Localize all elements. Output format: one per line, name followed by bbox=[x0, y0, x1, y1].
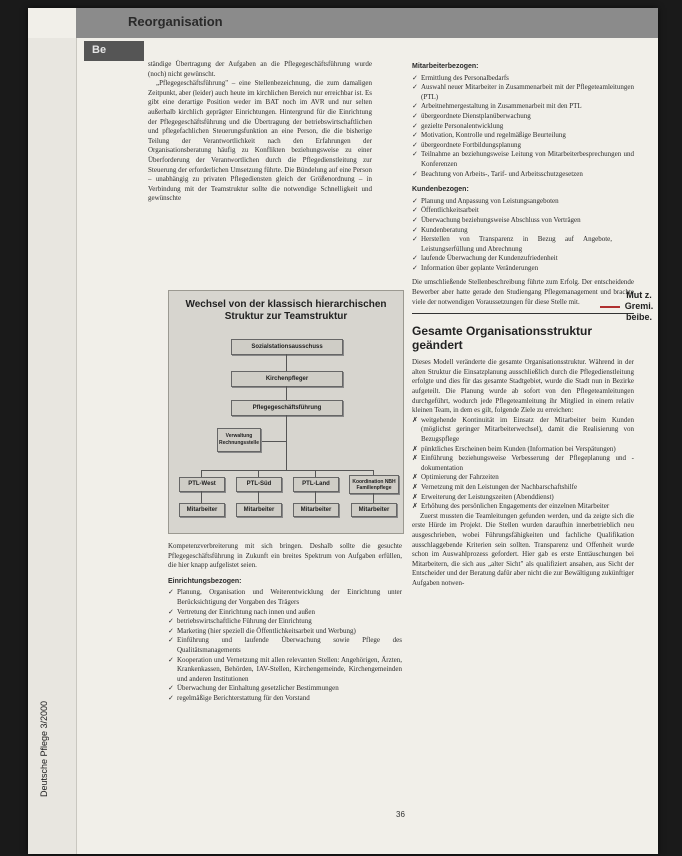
list-item: ✓ Ermittlung des Personalbedarfs bbox=[412, 74, 634, 84]
connector bbox=[286, 415, 287, 470]
text-column-right bbox=[412, 62, 634, 589]
list-item: ✓ Öffentlichkeitsarbeit bbox=[412, 206, 612, 216]
list-item: ✓ Motivation, Kontrolle und regelmäßige Beurteilung bbox=[412, 131, 634, 141]
list-item: ✓ Arbeitnehmergestaltung in Zusammenarbeit mit den PTL bbox=[412, 102, 634, 112]
connector bbox=[201, 470, 202, 477]
list-item: ✗ Erweiterung der Leistungszeiten (Abenddienst) bbox=[412, 493, 634, 503]
section-tab-label: Be bbox=[92, 44, 107, 56]
subheading: Einrichtungsbezogen: bbox=[168, 577, 242, 585]
list-item: ✓ übergeordnete Dienstplanüberwachung bbox=[412, 112, 634, 122]
subheading: Mitarbeiterbezogen: bbox=[412, 63, 479, 70]
list-item: ✓ Überwachung der Einhaltung gesetzlicher Bestimmungen bbox=[168, 684, 402, 694]
paragraph: Kompetenzverbreiterung mit sich bringen. Deshalb sollte die gesuchte Pflegegeschäftsführung in Zukunft ein breites Spektrum von Aufgaben erfüllen, die hier knapp aufgelistet seien. bbox=[168, 542, 402, 570]
paragraph: Dieses Modell veränderte die gesamte Organisationsstruktur. Während in der alten Struktur die Einsatzplanung ausschließlich durch die Pflegedienstleitung erfolgte und dies für das gesamte Stadtgebiet, wurde die Stadt nun in Bezirke aufgeteilt. Die Planung wurde ab sofort von den Pflegeteamleitungen durchgeführt, wodurch jede Pflegeteamleitung ihr Mitglied in einem relativ kleinen Team, in dem es gilt, folgende Ziele zu erreichen: bbox=[412, 358, 634, 415]
org-box-top: Sozialstationsausschuss bbox=[231, 339, 343, 355]
connector bbox=[373, 493, 374, 503]
list-item: ✓ Kooperation und Vernetzung mit allen relevanten Stellen: Angehörigen, Ärzten, Krankenkassen, Behörden, IAV-Stellen, Kirchengemeinde, Kirchengemeinden und anderen Institutionen bbox=[168, 656, 402, 685]
list-item: ✓ Planung, Organisation und Weiterentwicklung der Einrichtung unter Berücksichtigung der Vorgaben des Trägers bbox=[168, 588, 402, 607]
org-box-level2: Kirchenpfleger bbox=[231, 371, 343, 387]
list-item: ✓ Vertretung der Einrichtung nach innen und außen bbox=[168, 608, 402, 618]
connector bbox=[286, 386, 287, 400]
page-number: 36 bbox=[396, 810, 405, 819]
org-box-staff: Mitarbeiter bbox=[179, 503, 225, 517]
list-item: ✓ Marketing (hier speziell die Öffentlichkeitsarbeit und Werbung) bbox=[168, 627, 402, 637]
org-box-team: PTL-West bbox=[179, 477, 225, 492]
document-page bbox=[28, 8, 658, 854]
list-item: ✗ Einführung beziehungsweise Verbesserung der Pflegeplanung und -dokumentation bbox=[412, 454, 634, 473]
connector bbox=[258, 491, 259, 503]
list-item: ✓ gezielte Personalentwicklung bbox=[412, 122, 634, 132]
list-item: ✓ Auswahl neuer Mitarbeiter in Zusammenarbeit mit der Pflegeteamleitungen (PTL) bbox=[412, 83, 634, 102]
connector bbox=[201, 470, 373, 471]
list-item: ✓ Information über geplante Veränderungen bbox=[412, 264, 612, 274]
section-tab bbox=[84, 41, 144, 61]
connector bbox=[286, 354, 287, 371]
list-item: ✗ pünktliches Erscheinen beim Kunden (Information bei Verspätungen) bbox=[412, 445, 634, 455]
list-item: ✓ Überwachung beziehungsweise Abschluss von Verträgen bbox=[412, 216, 612, 226]
list-item: ✗ Optimierung der Fahrzeiten bbox=[412, 473, 634, 483]
list-item: ✓ Planung und Anpassung von Leistungsangeboten bbox=[412, 197, 612, 207]
list-item: ✓ betriebswirtschaftliche Führung der Einrichtung bbox=[168, 617, 402, 627]
text-column-left bbox=[148, 60, 372, 204]
margin-rule bbox=[600, 306, 620, 308]
list-item: ✗ Vernetzung mit den Leistungen der Nachbarschaftshilfe bbox=[412, 483, 634, 493]
subheading: Kundenbezogen: bbox=[412, 186, 469, 194]
spine-label bbox=[39, 698, 56, 808]
list-item: ✓ Beachtung von Arbeits-, Tarif- und Arbeitsschutzgesetzen bbox=[412, 170, 634, 180]
list-item: ✓ laufende Überwachung der Kundenzufriedenheit bbox=[412, 254, 612, 264]
org-box-team: Koordination NBH Familienpflege bbox=[349, 475, 399, 494]
text-column-left-lower bbox=[168, 542, 402, 704]
checklist bbox=[412, 197, 612, 274]
list-item: ✓ Herstellen von Transparenz in Bezug auf Angebote, Leistungserfüllung und Abrechnung bbox=[412, 235, 612, 254]
list-item: ✓ Einführung und laufende Überwachung sowie Pflege des Qualitätsmanagements bbox=[168, 636, 402, 655]
checklist bbox=[412, 74, 634, 180]
org-box-level3: Pflegegeschäftsführung bbox=[231, 400, 343, 416]
paragraph: Die umschließende Stellenbeschreibung führte zum Erfolg. Der entscheidende Bewerber aber hatte gerade den Studiengang Pflegemanagement und brachte viele der notwendigen Voraussetzungen für diese Stelle mit. bbox=[412, 278, 634, 306]
connector bbox=[315, 470, 316, 477]
figure-title: Wechsel von der klassisch hierarchischen Struktur zur Teamstruktur bbox=[185, 299, 387, 322]
checklist bbox=[168, 588, 402, 703]
divider bbox=[412, 313, 634, 314]
margin-note: Mut z. Gremi. beibe. bbox=[624, 290, 654, 322]
connector bbox=[258, 470, 259, 477]
list-item: ✓ Teilnahme an beziehungsweise Leitung von Mitarbeiterbesprechungen und Konferenzen bbox=[412, 150, 634, 169]
goal-list bbox=[412, 416, 634, 512]
connector bbox=[201, 491, 202, 503]
paragraph: „Pflegegeschäftsführung" – eine Stellenbezeichnung, die zum damaligen Zeitpunkt, aber (leider) auch heute im kirchlichen Bereich nur erreichbar ist. Es gibt eine derartige Position weder im BAT noch im AVR und nur selten außerhalb kirchlich geprägter Einrichtungen. Hintergrund für die Einrichtung der Pflegegeschäftsführung und die Übertragung der betriebswirtschaftlichen und pflegefachlichen Steuerungsfunktion an eine Person, die die bisherige Teilung der Verantwortlichkeit nach den Erfahrungen der Organisationsberatung häufig zu Konflikten beziehungsweise zu einer Überforderung der Verantwortlichen durch die Pflegedienstleitung zur Steuerung der erforderlichen Umsetzung führte. Die Bündelung auf eine Person – unabhängig zu privaten Pflegediensten gleich der Größenordnung – in Verbindung mit der Teamstruktur sollte die notwendige Schnelligkeit und gewünschte bbox=[148, 79, 372, 203]
section-heading: Gesamte Organisationsstruktur geändert bbox=[412, 324, 593, 353]
spine-text: Deutsche Pflege 3/2000 bbox=[39, 700, 50, 798]
org-box-staff: Mitarbeiter bbox=[293, 503, 339, 517]
paragraph: ständige Übertragung der Aufgaben an die Pflegegeschäftsführung wurde (noch) nicht gewünscht. bbox=[148, 60, 372, 78]
list-item: ✓ übergeordnete Fortbildungsplanung bbox=[412, 141, 634, 151]
connector bbox=[315, 491, 316, 503]
org-box-staff: Mitarbeiter bbox=[351, 503, 397, 517]
org-chart-figure bbox=[168, 290, 404, 534]
org-box-team: PTL-Land bbox=[293, 477, 339, 492]
list-item: ✓ Kundenberatung bbox=[412, 226, 612, 236]
running-header bbox=[76, 8, 658, 38]
left-margin-strip bbox=[28, 38, 77, 854]
list-item: ✗ Erhöhung des persönlichen Engagements der einzelnen Mitarbeiter bbox=[412, 502, 634, 512]
org-box-side: Verwaltung Rechnungsstelle bbox=[217, 428, 261, 452]
list-item: ✓ regelmäßige Berichterstattung für den Vorstand bbox=[168, 694, 402, 704]
paragraph: Zuerst mussten die Teamleitungen gefunden werden, und da zeigte sich die erste Hürde im Projekt. Die Stellen wurden daraufhin innerbetrieblich neu ausgeschrieben, wobei Führungsfähigkeiten und fachliche Qualifikation ausschlaggebende Kriterien sein sollten. Transparenz und Offenheit wurde schon im Auswahlprozess gefordert. Hier gab es erste Enttäuschungen bei Mitarbeitern, die sich aus „alter Sicht" als qualifiziert ansahen, aus Sicht der Entscheider und der Beratung dafür aber nicht die zur Bewältigung zukünftiger Aufgaben notwen- bbox=[412, 511, 634, 587]
org-box-staff: Mitarbeiter bbox=[236, 503, 282, 517]
org-box-team: PTL-Süd bbox=[236, 477, 282, 492]
header-title: Reorganisation bbox=[128, 14, 223, 29]
list-item: ✗ weitgehende Kontinuität im Einsatz der Mitarbeiter beim Kunden (möglichst geringer Mitarbeiterwechsel), damit die Realisierung von Bezugspflege bbox=[412, 416, 634, 445]
